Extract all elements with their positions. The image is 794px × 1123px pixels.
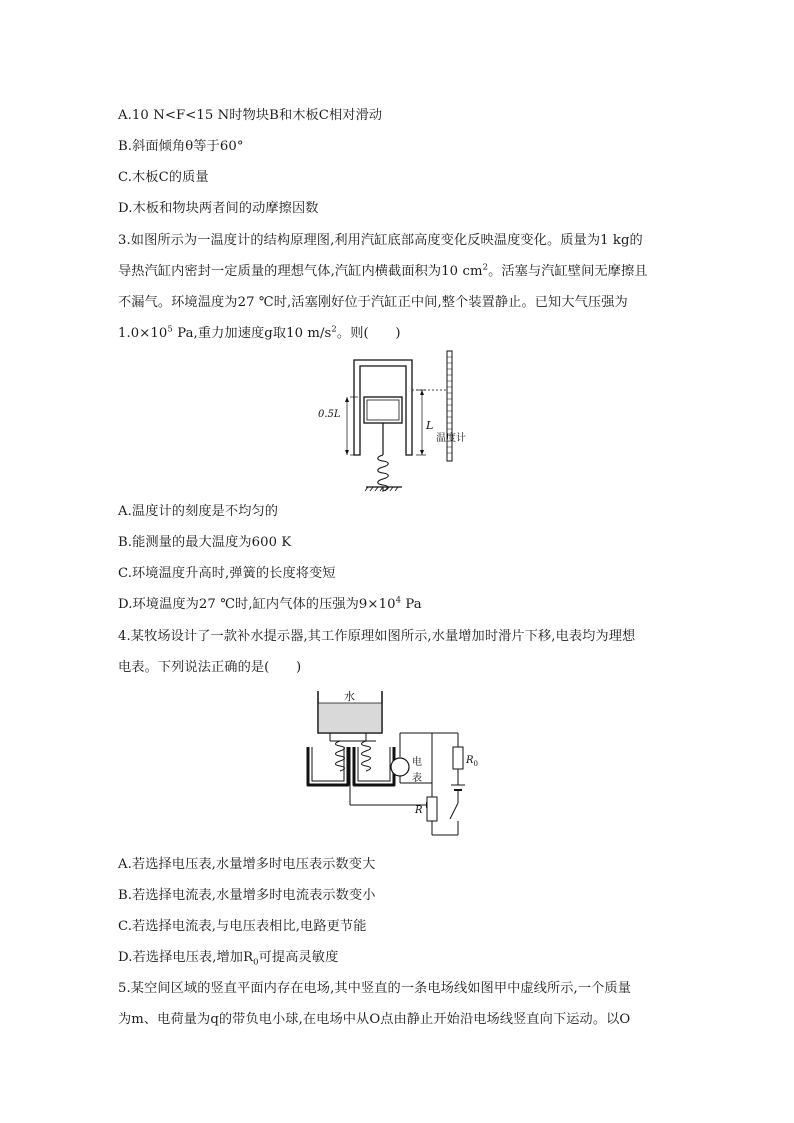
label-R0: R [466,755,474,766]
label-half-length: 0.5L [318,409,341,420]
q3-option-c: C.环境温度升高时,弹簧的长度将变短 [118,566,336,581]
label-R0-sub: 0 [473,760,478,768]
thermometer-scale [447,351,452,461]
q3-stem-line-4-b: Pa,重力加速度g取10 m/s [172,326,332,341]
resistor-r0 [453,747,463,769]
q4-stem-line-2: 电表。下列说法正确的是( ) [118,660,302,675]
q4-option-c: C.若选择电流表,与电压表相比,电路更节能 [118,919,367,934]
q4-option-d [118,946,338,968]
q5-stem-line-2: 为m、电荷量为q的带负电小球,在电场中从O点由静止开始沿电场线竖直向下运动。以O [118,1012,631,1027]
label-meter-2: 表 [412,773,422,784]
q3-stem-line-2 [118,260,648,279]
q4-stem-line-1: 4.某牧场设计了一款补水提示器,其工作原理如图所示,水量增加时滑片下移,电表均为理想 [118,629,636,644]
q3-option-d-text: D.环境温度为27 ℃时,缸内气体的压强为9×10 [118,597,396,612]
q4-option-a: A.若选择电压表,水量增多时电压表示数变大 [118,857,376,872]
q3-option-a: A.温度计的刻度是不均匀的 [118,504,279,519]
q3-stem-line-4-c: 。则( ) [336,326,401,341]
spring-right [362,741,371,771]
q3-stem-line-4-sup2: 2 [331,324,337,335]
piston [364,397,402,423]
label-R: R [415,805,423,816]
q3-option-d [118,593,422,612]
meter-icon [391,758,409,776]
q3-option-d-unit: Pa [401,597,422,612]
label-thermometer: 温度计 [436,433,466,444]
q2-option-d: D.木板和物块两者间的动摩擦因数 [118,201,319,216]
thermometer-figure [310,345,480,495]
label-meter-1: 电 [412,757,422,768]
q4-option-d-post: 可提高灵敏度 [258,950,339,965]
q3-stem-line-4 [118,322,401,341]
q2-option-c: C.木板C的质量 [118,170,209,185]
q3-stem-line-4-a: 1.0×10 [118,326,168,341]
q4-option-d-text: D.若选择电压表,增加R [118,950,254,965]
q2-option-a: A.10 N<F<15 N时物块B和木板C相对滑动 [118,108,383,123]
q2-option-b: B.斜面倾角θ等于60° [118,139,244,154]
q3-option-b: B.能测量的最大温度为600 K [118,535,292,550]
q3-stem-line-4-sup1: 5 [167,324,173,335]
spring-left [336,741,345,771]
q5-stem-line-1: 5.某空间区域的竖直平面内存在电场,其中竖直的一条电场线如图甲中虚线所示,一个质量 [118,981,631,996]
label-water: 水 [344,690,355,703]
q3-stem-line-1: 3.如图所示为一温度计的结构原理图,利用汽缸底部高度变化反映温度变化。质量为1 kg的 [118,233,643,248]
spring [378,455,389,491]
rheostat [427,797,437,821]
q3-option-d-sup: 4 [395,595,402,606]
water-indicator-figure [300,685,480,845]
q3-stem-line-2-text-post: 。活塞与汽缸壁间无摩擦且 [488,264,648,279]
switch-icon [450,803,458,819]
water-body [318,703,382,733]
q3-stem-line-2-sup: 2 [482,262,489,273]
q3-stem-line-2-text: 导热汽缸内密封一定质量的理想气体,汽缸内横截面积为10 cm [118,264,483,279]
label-length: L [426,419,434,432]
svg-text:R0 [465,755,478,768]
q3-stem-line-3: 不漏气。环境温度为27 ℃时,活塞刚好位于汽缸正中间,整个装置静止。已知大气压强为 [118,295,628,310]
q4-option-b: B.若选择电流表,水量增多时电流表示数变小 [118,888,376,903]
q4-option-d-sub: 0 [253,957,259,968]
